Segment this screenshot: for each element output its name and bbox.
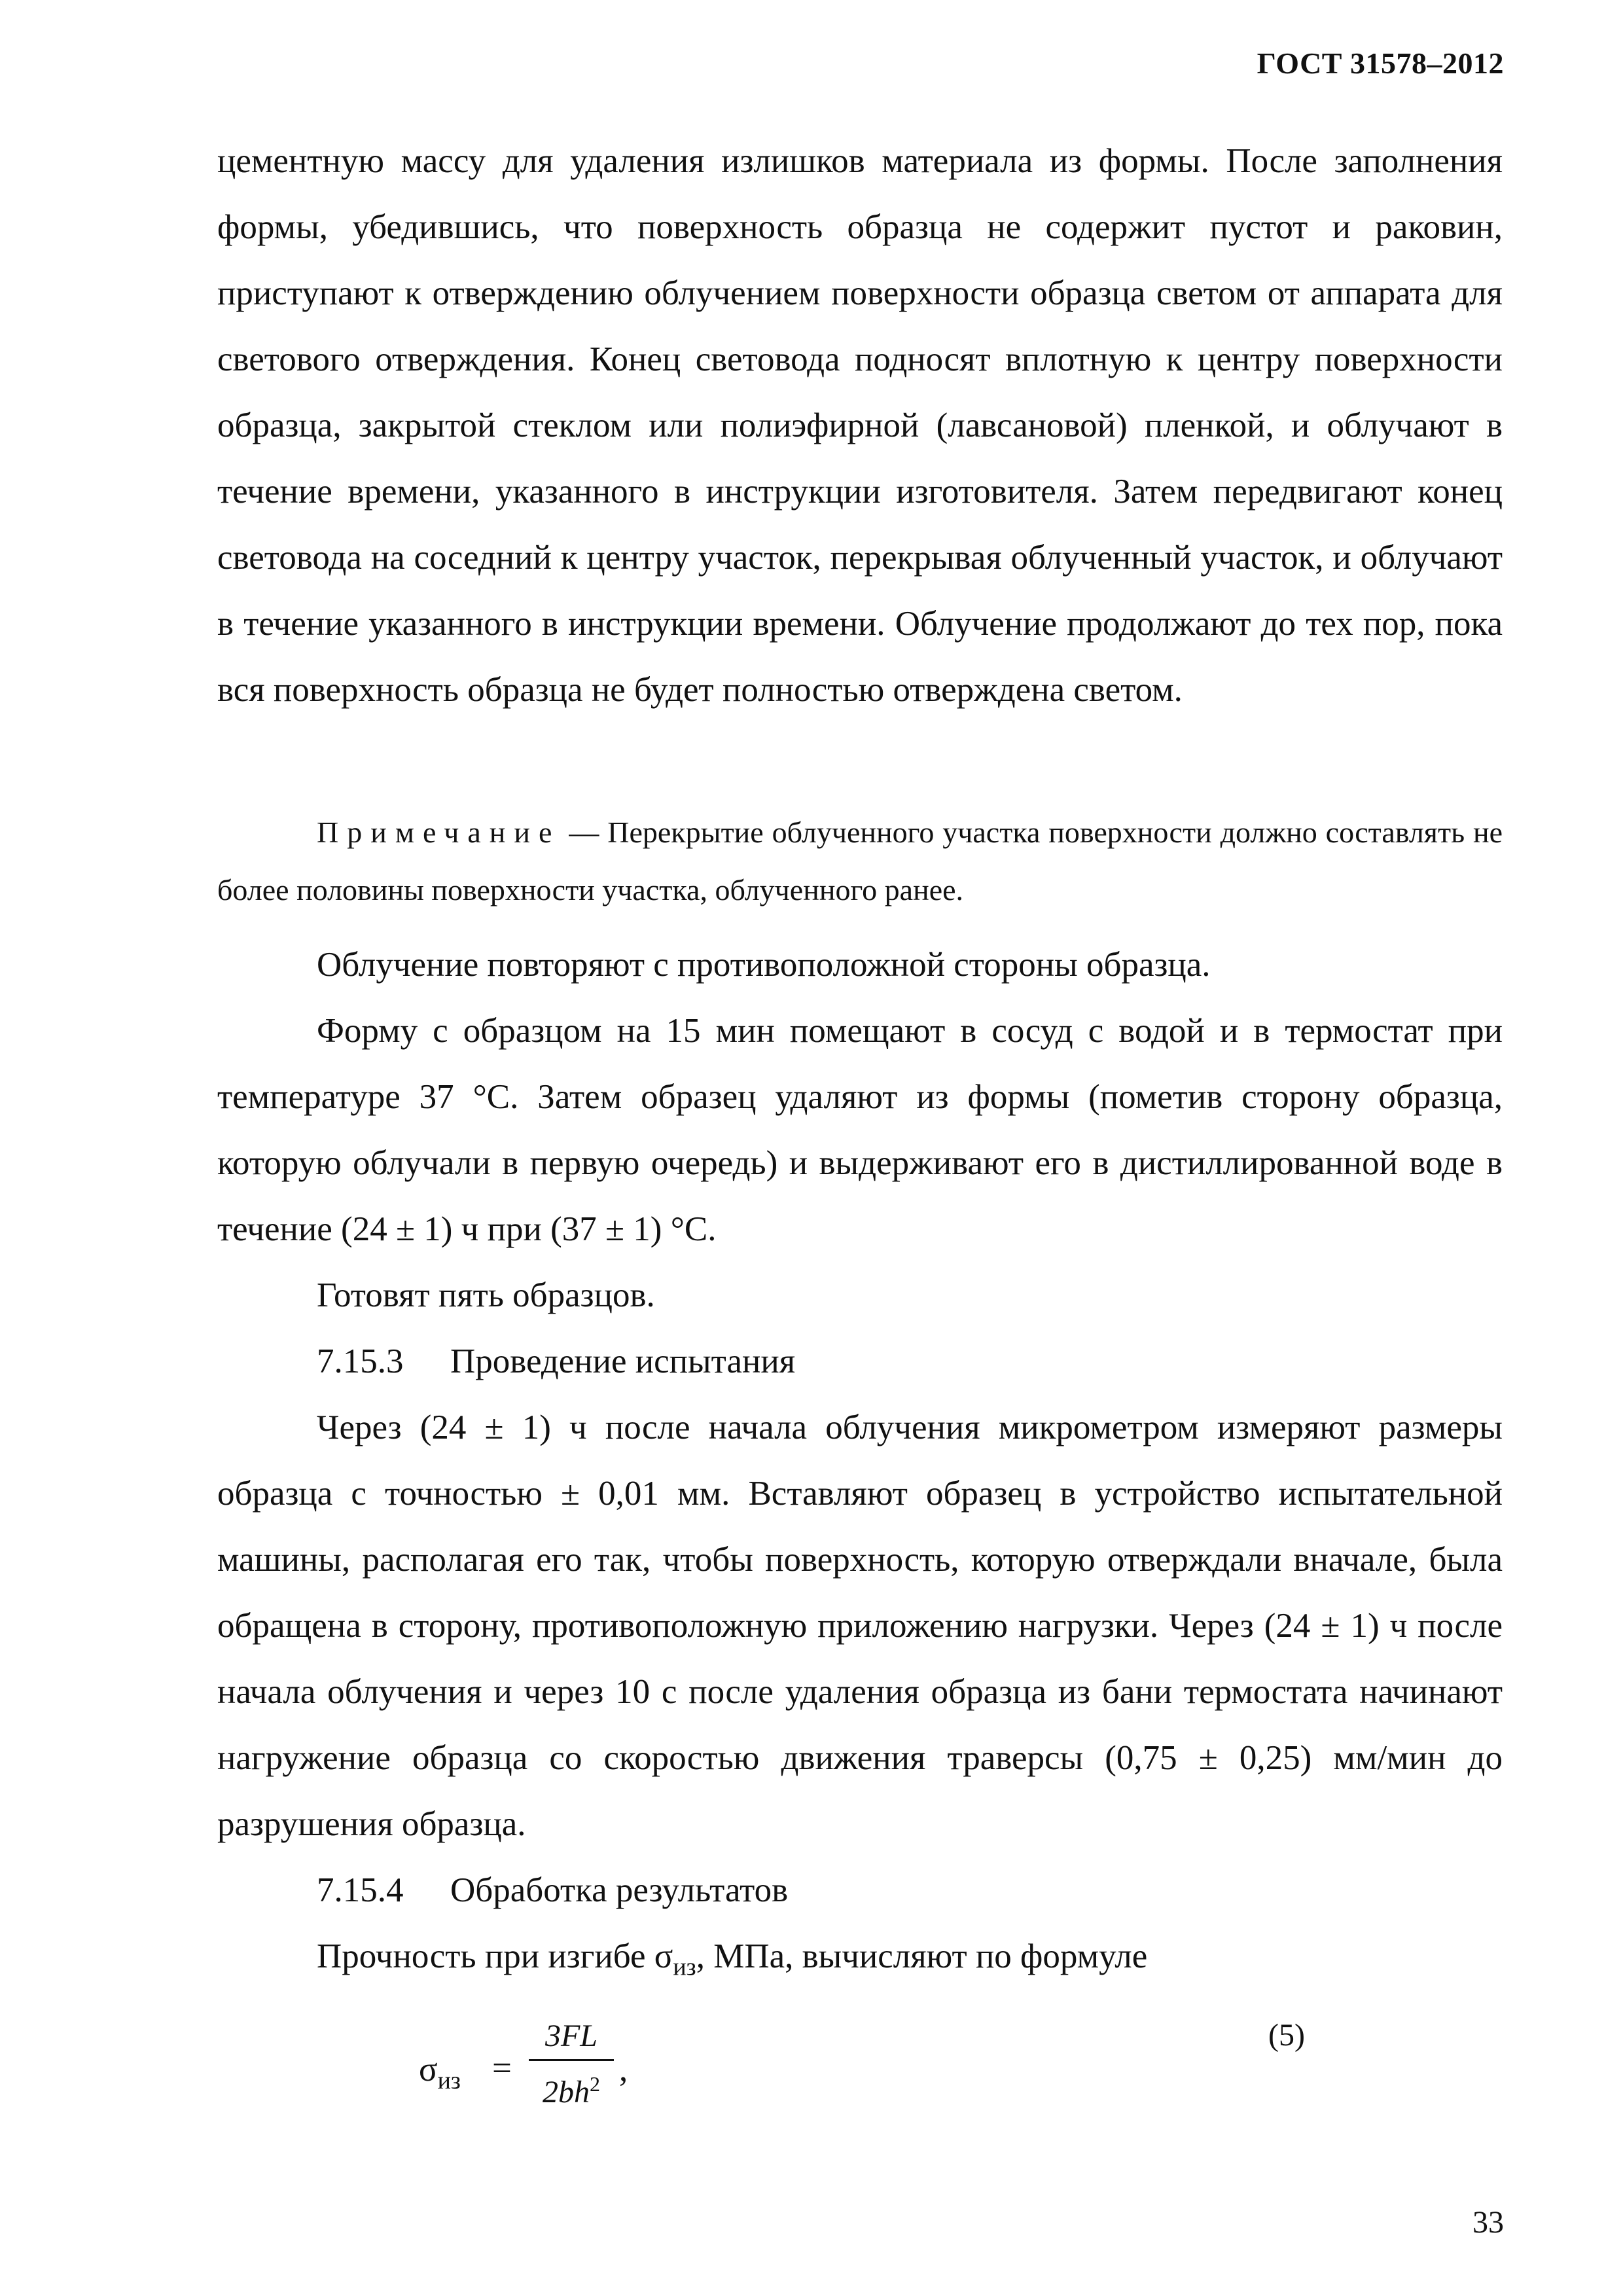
note-label: Примечание (317, 816, 561, 849)
sigma-subscript: из (673, 1953, 696, 1981)
text-after: , МПа, вычисляют по формуле (696, 1937, 1148, 1975)
sigma-symbol: σ (419, 2051, 438, 2089)
text-before: Прочность при изгибе σ (317, 1937, 673, 1975)
paragraph-bending-strength (217, 1924, 1503, 2001)
fraction-denominator (529, 2064, 614, 2109)
section-title: Обработка результатов (450, 1871, 789, 1909)
formula-5 (419, 2016, 1335, 2121)
formula-lhs (419, 2050, 461, 2095)
fraction-bar (529, 2059, 614, 2061)
paragraph-five-samples: Готовят пять образцов. (317, 1276, 655, 1314)
denominator-base: 2bh (543, 2075, 590, 2109)
paragraph-text: цементную массу для удаления излишков материала из формы. После заполнения формы, убедившись, что поверхность образца не содержит пустот и раковин, приступают к отверждению облучением поверхности образца светом от аппарата для светового отверждения. Конец световода подносят вплотную к центру поверхности образца, закрытой стеклом или полиэфирной (лавсановой) пленкой, и облучают в течение времени, указанного в инструкции изготовителя. Затем передвигают конец световода на соседний к центру участок, перекрывая облученный участок, и облучают в течение указанного в инструкции времени. Облучение продолжают до тех пор, пока вся поверхность образца не будет полностью отверждена светом. (217, 142, 1503, 709)
page-number: 33 (1472, 2205, 1504, 2240)
main-body (217, 932, 1503, 2001)
fraction-numerator: 3FL (544, 2018, 597, 2053)
denominator-exponent: 2 (590, 2072, 600, 2096)
paragraph-irradiation-procedure (217, 128, 1503, 723)
paragraph-repeat-irradiation: Облучение повторяют с противоположной стороны образца. (317, 946, 1211, 984)
standard-header: ГОСТ 31578–2012 (1257, 46, 1504, 80)
formula-comma: , (619, 2051, 628, 2089)
section-heading-7-15-3 (217, 1329, 1503, 1395)
sigma-subscript: из (437, 2067, 461, 2094)
fraction (529, 2016, 614, 2109)
paragraph-thermostat: Форму с образцом на 15 мин помещают в сосуд с водой и в термостат при температуре 37 °С. Затем образец удаляют из формы (пометив сторону образца, которую облучали в первую очередь) и выдерживают его в дистиллированной воде в течение (24 ± 1) ч при (37 ± 1) °С. (217, 1012, 1503, 1248)
section-heading-7-15-4 (217, 1857, 1503, 1924)
equation-number: (5) (1268, 2018, 1305, 2053)
paragraph-testing: Через (24 ± 1) ч после начала облучения микрометром измеряют размеры образца с точностью ± 0,01 мм. Вставляют образец в устройство испытательной машины, располагая его так, чтобы поверхность, которую отверждали вначале, была обращена в сторону, противоположную приложению нагрузки. Через (24 ± 1) ч после начала облучения и через 10 с после удаления образца из бани термостата начинают нагружение образца со скоростью движения траверсы (0,75 ± 0,25) мм/мин до разрушения образца. (217, 1408, 1503, 1843)
section-number: 7.15.4 (317, 1871, 404, 1909)
section-number: 7.15.3 (317, 1342, 404, 1380)
note-text: — Перекрытие облученного участка поверхности должно составлять не более половины поверхности участка, облученного ранее. (217, 816, 1503, 906)
note-block (217, 804, 1503, 919)
equals-sign: = (492, 2049, 512, 2087)
section-title: Проведение испытания (450, 1342, 796, 1380)
